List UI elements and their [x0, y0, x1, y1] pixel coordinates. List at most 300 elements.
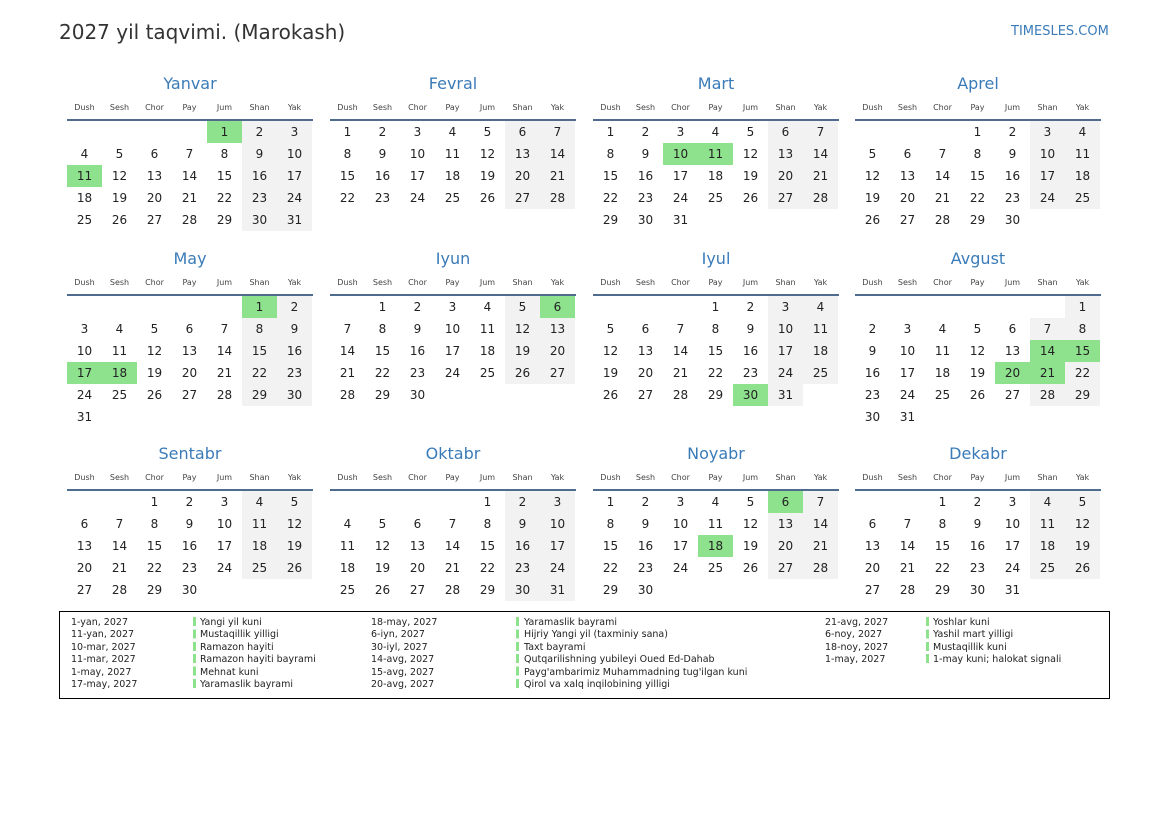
holiday-day-cell[interactable]: 6: [768, 491, 803, 513]
day-cell[interactable]: 22: [602, 191, 619, 205]
day-cell[interactable]: 17: [409, 169, 426, 183]
day-cell[interactable]: 22: [1065, 362, 1100, 384]
day-cell[interactable]: 9: [277, 318, 312, 340]
day-cell[interactable]: 28: [672, 388, 689, 402]
day-cell[interactable]: 7: [220, 322, 229, 336]
day-cell[interactable]: 4: [711, 495, 720, 509]
holiday-day-cell[interactable]: 6: [540, 296, 575, 318]
day-cell[interactable]: 24: [216, 561, 233, 575]
day-cell[interactable]: 11: [803, 318, 838, 340]
day-cell[interactable]: 26: [374, 583, 391, 597]
day-cell[interactable]: 24: [672, 191, 689, 205]
day-cell[interactable]: 9: [973, 517, 982, 531]
day-cell[interactable]: 29: [146, 583, 163, 597]
day-cell[interactable]: 1: [343, 125, 352, 139]
day-cell[interactable]: 28: [934, 213, 951, 227]
day-cell[interactable]: 16: [409, 344, 426, 358]
day-cell[interactable]: 3: [413, 125, 422, 139]
day-cell[interactable]: 19: [505, 340, 540, 362]
day-cell[interactable]: 7: [938, 147, 947, 161]
day-cell[interactable]: 19: [742, 539, 759, 553]
day-cell[interactable]: 21: [540, 165, 575, 187]
day-cell[interactable]: 24: [899, 388, 916, 402]
day-cell[interactable]: 23: [969, 561, 986, 575]
day-cell[interactable]: 15: [146, 539, 163, 553]
day-cell[interactable]: 1: [150, 495, 159, 509]
day-cell[interactable]: 4: [483, 300, 492, 314]
day-cell[interactable]: 13: [864, 539, 881, 553]
day-cell[interactable]: 11: [1030, 513, 1065, 535]
day-cell[interactable]: 12: [479, 147, 496, 161]
day-cell[interactable]: 10: [768, 318, 803, 340]
day-cell[interactable]: 30: [277, 384, 312, 406]
day-cell[interactable]: 14: [803, 513, 838, 535]
day-cell[interactable]: 6: [80, 517, 89, 531]
day-cell[interactable]: 10: [672, 517, 689, 531]
day-cell[interactable]: 12: [742, 147, 759, 161]
day-cell[interactable]: 14: [672, 344, 689, 358]
day-cell[interactable]: 17: [444, 344, 461, 358]
day-cell[interactable]: 9: [1008, 147, 1017, 161]
day-cell[interactable]: 19: [479, 169, 496, 183]
day-cell[interactable]: 18: [707, 169, 724, 183]
holiday-day-cell[interactable]: 21: [1030, 362, 1065, 384]
day-cell[interactable]: 28: [899, 583, 916, 597]
day-cell[interactable]: 23: [242, 187, 277, 209]
day-cell[interactable]: 28: [111, 583, 128, 597]
day-cell[interactable]: 28: [444, 583, 461, 597]
day-cell[interactable]: 2: [746, 300, 755, 314]
day-cell[interactable]: 20: [409, 561, 426, 575]
day-cell[interactable]: 22: [969, 191, 986, 205]
day-cell[interactable]: 19: [374, 561, 391, 575]
day-cell[interactable]: 7: [903, 517, 912, 531]
day-cell[interactable]: 3: [277, 121, 312, 143]
day-cell[interactable]: 25: [444, 191, 461, 205]
day-cell[interactable]: 28: [540, 187, 575, 209]
day-cell[interactable]: 19: [277, 535, 312, 557]
day-cell[interactable]: 6: [768, 121, 803, 143]
day-cell[interactable]: 12: [374, 539, 391, 553]
day-cell[interactable]: 28: [181, 213, 198, 227]
day-cell[interactable]: 30: [864, 410, 881, 424]
day-cell[interactable]: 2: [242, 121, 277, 143]
day-cell[interactable]: 8: [1065, 318, 1100, 340]
day-cell[interactable]: 21: [339, 366, 356, 380]
day-cell[interactable]: 13: [1004, 344, 1021, 358]
day-cell[interactable]: 5: [868, 147, 877, 161]
day-cell[interactable]: 4: [938, 322, 947, 336]
day-cell[interactable]: 29: [374, 388, 391, 402]
day-cell[interactable]: 5: [277, 491, 312, 513]
day-cell[interactable]: 31: [540, 579, 575, 601]
day-cell[interactable]: 12: [1065, 513, 1100, 535]
day-cell[interactable]: 9: [746, 322, 755, 336]
day-cell[interactable]: 5: [746, 495, 755, 509]
day-cell[interactable]: 1: [483, 495, 492, 509]
day-cell[interactable]: 27: [1004, 388, 1021, 402]
day-cell[interactable]: 29: [602, 213, 619, 227]
day-cell[interactable]: 16: [277, 340, 312, 362]
day-cell[interactable]: 15: [216, 169, 233, 183]
day-cell[interactable]: 8: [606, 147, 615, 161]
day-cell[interactable]: 15: [969, 169, 986, 183]
day-cell[interactable]: 25: [707, 561, 724, 575]
day-cell[interactable]: 2: [641, 495, 650, 509]
day-cell[interactable]: 27: [76, 583, 93, 597]
day-cell[interactable]: 1: [1065, 296, 1100, 318]
day-cell[interactable]: 15: [934, 539, 951, 553]
day-cell[interactable]: 13: [637, 344, 654, 358]
day-cell[interactable]: 18: [76, 191, 93, 205]
day-cell[interactable]: 1: [711, 300, 720, 314]
day-cell[interactable]: 28: [1030, 384, 1065, 406]
day-cell[interactable]: 5: [505, 296, 540, 318]
day-cell[interactable]: 26: [602, 388, 619, 402]
day-cell[interactable]: 13: [540, 318, 575, 340]
day-cell[interactable]: 2: [1008, 125, 1017, 139]
day-cell[interactable]: 4: [343, 517, 352, 531]
day-cell[interactable]: 20: [864, 561, 881, 575]
day-cell[interactable]: 20: [76, 561, 93, 575]
day-cell[interactable]: 23: [637, 561, 654, 575]
day-cell[interactable]: 4: [803, 296, 838, 318]
day-cell[interactable]: 3: [676, 125, 685, 139]
site-link[interactable]: TIMESLES.COM: [1011, 24, 1109, 39]
day-cell[interactable]: 7: [343, 322, 352, 336]
day-cell[interactable]: 24: [1030, 187, 1065, 209]
day-cell[interactable]: 10: [540, 513, 575, 535]
day-cell[interactable]: 16: [637, 169, 654, 183]
day-cell[interactable]: 27: [181, 388, 198, 402]
day-cell[interactable]: 2: [378, 125, 387, 139]
day-cell[interactable]: 6: [868, 517, 877, 531]
day-cell[interactable]: 2: [868, 322, 877, 336]
day-cell[interactable]: 5: [1065, 491, 1100, 513]
day-cell[interactable]: 27: [637, 388, 654, 402]
day-cell[interactable]: 16: [969, 539, 986, 553]
day-cell[interactable]: 4: [242, 491, 277, 513]
holiday-day-cell[interactable]: 11: [698, 143, 733, 165]
day-cell[interactable]: 12: [146, 344, 163, 358]
day-cell[interactable]: 30: [637, 213, 654, 227]
day-cell[interactable]: 18: [1065, 165, 1100, 187]
day-cell[interactable]: 15: [339, 169, 356, 183]
day-cell[interactable]: 15: [602, 169, 619, 183]
day-cell[interactable]: 8: [343, 147, 352, 161]
day-cell[interactable]: 5: [378, 517, 387, 531]
holiday-day-cell[interactable]: 20: [995, 362, 1030, 384]
day-cell[interactable]: 17: [540, 535, 575, 557]
day-cell[interactable]: 22: [374, 366, 391, 380]
day-cell[interactable]: 2: [505, 491, 540, 513]
day-cell[interactable]: 7: [676, 322, 685, 336]
day-cell[interactable]: 7: [115, 517, 124, 531]
day-cell[interactable]: 9: [185, 517, 194, 531]
day-cell[interactable]: 22: [339, 191, 356, 205]
day-cell[interactable]: 6: [903, 147, 912, 161]
day-cell[interactable]: 22: [602, 561, 619, 575]
day-cell[interactable]: 4: [448, 125, 457, 139]
day-cell[interactable]: 29: [969, 213, 986, 227]
day-cell[interactable]: 18: [479, 344, 496, 358]
day-cell[interactable]: 30: [242, 209, 277, 231]
day-cell[interactable]: 4: [80, 147, 89, 161]
day-cell[interactable]: 24: [76, 388, 93, 402]
day-cell[interactable]: 31: [899, 410, 916, 424]
day-cell[interactable]: 21: [803, 535, 838, 557]
day-cell[interactable]: 9: [378, 147, 387, 161]
holiday-day-cell[interactable]: 15: [1065, 340, 1100, 362]
day-cell[interactable]: 29: [602, 583, 619, 597]
day-cell[interactable]: 21: [216, 366, 233, 380]
day-cell[interactable]: 20: [637, 366, 654, 380]
day-cell[interactable]: 25: [934, 388, 951, 402]
day-cell[interactable]: 18: [803, 340, 838, 362]
day-cell[interactable]: 22: [216, 191, 233, 205]
day-cell[interactable]: 28: [803, 187, 838, 209]
day-cell[interactable]: 6: [185, 322, 194, 336]
day-cell[interactable]: 7: [1030, 318, 1065, 340]
day-cell[interactable]: 21: [181, 191, 198, 205]
day-cell[interactable]: 4: [711, 125, 720, 139]
day-cell[interactable]: 20: [768, 535, 803, 557]
day-cell[interactable]: 11: [934, 344, 951, 358]
day-cell[interactable]: 5: [115, 147, 124, 161]
day-cell[interactable]: 14: [216, 344, 233, 358]
day-cell[interactable]: 24: [540, 557, 575, 579]
day-cell[interactable]: 23: [277, 362, 312, 384]
day-cell[interactable]: 27: [409, 583, 426, 597]
day-cell[interactable]: 31: [277, 209, 312, 231]
day-cell[interactable]: 9: [505, 513, 540, 535]
day-cell[interactable]: 30: [181, 583, 198, 597]
day-cell[interactable]: 9: [641, 147, 650, 161]
day-cell[interactable]: 7: [803, 121, 838, 143]
day-cell[interactable]: 10: [216, 517, 233, 531]
day-cell[interactable]: 25: [803, 362, 838, 384]
day-cell[interactable]: 16: [242, 165, 277, 187]
day-cell[interactable]: 18: [444, 169, 461, 183]
day-cell[interactable]: 5: [606, 322, 615, 336]
day-cell[interactable]: 3: [676, 495, 685, 509]
day-cell[interactable]: 8: [150, 517, 159, 531]
day-cell[interactable]: 7: [448, 517, 457, 531]
day-cell[interactable]: 7: [540, 121, 575, 143]
day-cell[interactable]: 19: [1065, 535, 1100, 557]
day-cell[interactable]: 3: [448, 300, 457, 314]
day-cell[interactable]: 26: [505, 362, 540, 384]
day-cell[interactable]: 18: [339, 561, 356, 575]
day-cell[interactable]: 3: [220, 495, 229, 509]
day-cell[interactable]: 31: [1004, 583, 1021, 597]
day-cell[interactable]: 20: [505, 165, 540, 187]
day-cell[interactable]: 22: [707, 366, 724, 380]
day-cell[interactable]: 2: [277, 296, 312, 318]
day-cell[interactable]: 22: [934, 561, 951, 575]
day-cell[interactable]: 23: [374, 191, 391, 205]
day-cell[interactable]: 17: [672, 169, 689, 183]
day-cell[interactable]: 16: [505, 535, 540, 557]
day-cell[interactable]: 19: [969, 366, 986, 380]
day-cell[interactable]: 11: [111, 344, 128, 358]
day-cell[interactable]: 21: [444, 561, 461, 575]
day-cell[interactable]: 22: [146, 561, 163, 575]
day-cell[interactable]: 21: [672, 366, 689, 380]
day-cell[interactable]: 28: [803, 557, 838, 579]
day-cell[interactable]: 26: [1065, 557, 1100, 579]
day-cell[interactable]: 8: [711, 322, 720, 336]
day-cell[interactable]: 25: [1030, 557, 1065, 579]
day-cell[interactable]: 2: [185, 495, 194, 509]
day-cell[interactable]: 14: [540, 143, 575, 165]
day-cell[interactable]: 4: [1030, 491, 1065, 513]
day-cell[interactable]: 8: [938, 517, 947, 531]
day-cell[interactable]: 14: [444, 539, 461, 553]
day-cell[interactable]: 12: [602, 344, 619, 358]
day-cell[interactable]: 23: [1004, 191, 1021, 205]
day-cell[interactable]: 29: [707, 388, 724, 402]
day-cell[interactable]: 23: [505, 557, 540, 579]
day-cell[interactable]: 29: [479, 583, 496, 597]
day-cell[interactable]: 10: [409, 147, 426, 161]
day-cell[interactable]: 1: [938, 495, 947, 509]
day-cell[interactable]: 10: [76, 344, 93, 358]
day-cell[interactable]: 24: [672, 561, 689, 575]
day-cell[interactable]: 1: [606, 125, 615, 139]
day-cell[interactable]: 6: [505, 121, 540, 143]
day-cell[interactable]: 19: [146, 366, 163, 380]
day-cell[interactable]: 29: [1065, 384, 1100, 406]
holiday-day-cell[interactable]: 14: [1030, 340, 1065, 362]
day-cell[interactable]: 20: [146, 191, 163, 205]
day-cell[interactable]: 31: [768, 384, 803, 406]
day-cell[interactable]: 15: [242, 340, 277, 362]
day-cell[interactable]: 20: [899, 191, 916, 205]
day-cell[interactable]: 18: [242, 535, 277, 557]
holiday-day-cell[interactable]: 17: [67, 362, 102, 384]
day-cell[interactable]: 28: [339, 388, 356, 402]
day-cell[interactable]: 22: [242, 362, 277, 384]
day-cell[interactable]: 27: [768, 187, 803, 209]
day-cell[interactable]: 13: [768, 143, 803, 165]
day-cell[interactable]: 1: [973, 125, 982, 139]
day-cell[interactable]: 24: [768, 362, 803, 384]
day-cell[interactable]: 11: [444, 147, 461, 161]
day-cell[interactable]: 3: [1030, 121, 1065, 143]
day-cell[interactable]: 15: [479, 539, 496, 553]
day-cell[interactable]: 21: [111, 561, 128, 575]
day-cell[interactable]: 11: [242, 513, 277, 535]
day-cell[interactable]: 18: [1030, 535, 1065, 557]
day-cell[interactable]: 24: [444, 366, 461, 380]
day-cell[interactable]: 2: [413, 300, 422, 314]
day-cell[interactable]: 23: [181, 561, 198, 575]
day-cell[interactable]: 9: [413, 322, 422, 336]
holiday-day-cell[interactable]: 11: [67, 165, 102, 187]
day-cell[interactable]: 4: [1065, 121, 1100, 143]
holiday-day-cell[interactable]: 18: [102, 362, 137, 384]
day-cell[interactable]: 8: [242, 318, 277, 340]
day-cell[interactable]: 13: [768, 513, 803, 535]
day-cell[interactable]: 9: [641, 517, 650, 531]
holiday-day-cell[interactable]: 1: [207, 121, 242, 143]
day-cell[interactable]: 25: [339, 583, 356, 597]
day-cell[interactable]: 9: [868, 344, 877, 358]
day-cell[interactable]: 26: [146, 388, 163, 402]
day-cell[interactable]: 6: [413, 517, 422, 531]
day-cell[interactable]: 10: [1004, 517, 1021, 531]
day-cell[interactable]: 11: [479, 322, 496, 336]
day-cell[interactable]: 8: [378, 322, 387, 336]
day-cell[interactable]: 11: [339, 539, 356, 553]
day-cell[interactable]: 26: [969, 388, 986, 402]
day-cell[interactable]: 6: [150, 147, 159, 161]
day-cell[interactable]: 25: [707, 191, 724, 205]
day-cell[interactable]: 19: [111, 191, 128, 205]
day-cell[interactable]: 27: [864, 583, 881, 597]
day-cell[interactable]: 31: [672, 213, 689, 227]
day-cell[interactable]: 3: [903, 322, 912, 336]
day-cell[interactable]: 30: [637, 583, 654, 597]
holiday-day-cell[interactable]: 10: [663, 143, 698, 165]
day-cell[interactable]: 20: [181, 366, 198, 380]
day-cell[interactable]: 8: [220, 147, 229, 161]
day-cell[interactable]: 11: [707, 517, 724, 531]
day-cell[interactable]: 5: [973, 322, 982, 336]
holiday-day-cell[interactable]: 1: [242, 296, 277, 318]
day-cell[interactable]: 21: [803, 165, 838, 187]
day-cell[interactable]: 27: [146, 213, 163, 227]
day-cell[interactable]: 27: [505, 187, 540, 209]
day-cell[interactable]: 30: [1004, 213, 1021, 227]
day-cell[interactable]: 23: [742, 366, 759, 380]
day-cell[interactable]: 17: [216, 539, 233, 553]
day-cell[interactable]: 13: [76, 539, 93, 553]
day-cell[interactable]: 8: [483, 517, 492, 531]
day-cell[interactable]: 4: [115, 322, 124, 336]
day-cell[interactable]: 15: [707, 344, 724, 358]
day-cell[interactable]: 30: [409, 388, 426, 402]
day-cell[interactable]: 16: [181, 539, 198, 553]
holiday-day-cell[interactable]: 18: [698, 535, 733, 557]
day-cell[interactable]: 16: [864, 366, 881, 380]
day-cell[interactable]: 3: [80, 322, 89, 336]
day-cell[interactable]: 2: [973, 495, 982, 509]
day-cell[interactable]: 26: [111, 213, 128, 227]
day-cell[interactable]: 11: [1065, 143, 1100, 165]
day-cell[interactable]: 25: [76, 213, 93, 227]
day-cell[interactable]: 3: [768, 296, 803, 318]
day-cell[interactable]: 26: [864, 213, 881, 227]
day-cell[interactable]: 30: [969, 583, 986, 597]
day-cell[interactable]: 10: [277, 143, 312, 165]
day-cell[interactable]: 24: [277, 187, 312, 209]
day-cell[interactable]: 19: [602, 366, 619, 380]
day-cell[interactable]: 19: [742, 169, 759, 183]
day-cell[interactable]: 6: [641, 322, 650, 336]
day-cell[interactable]: 17: [768, 340, 803, 362]
day-cell[interactable]: 23: [864, 388, 881, 402]
day-cell[interactable]: 5: [483, 125, 492, 139]
day-cell[interactable]: 13: [899, 169, 916, 183]
day-cell[interactable]: 13: [409, 539, 426, 553]
day-cell[interactable]: 3: [540, 491, 575, 513]
day-cell[interactable]: 31: [76, 410, 93, 424]
holiday-day-cell[interactable]: 30: [733, 384, 768, 406]
day-cell[interactable]: 25: [479, 366, 496, 380]
day-cell[interactable]: 7: [185, 147, 194, 161]
